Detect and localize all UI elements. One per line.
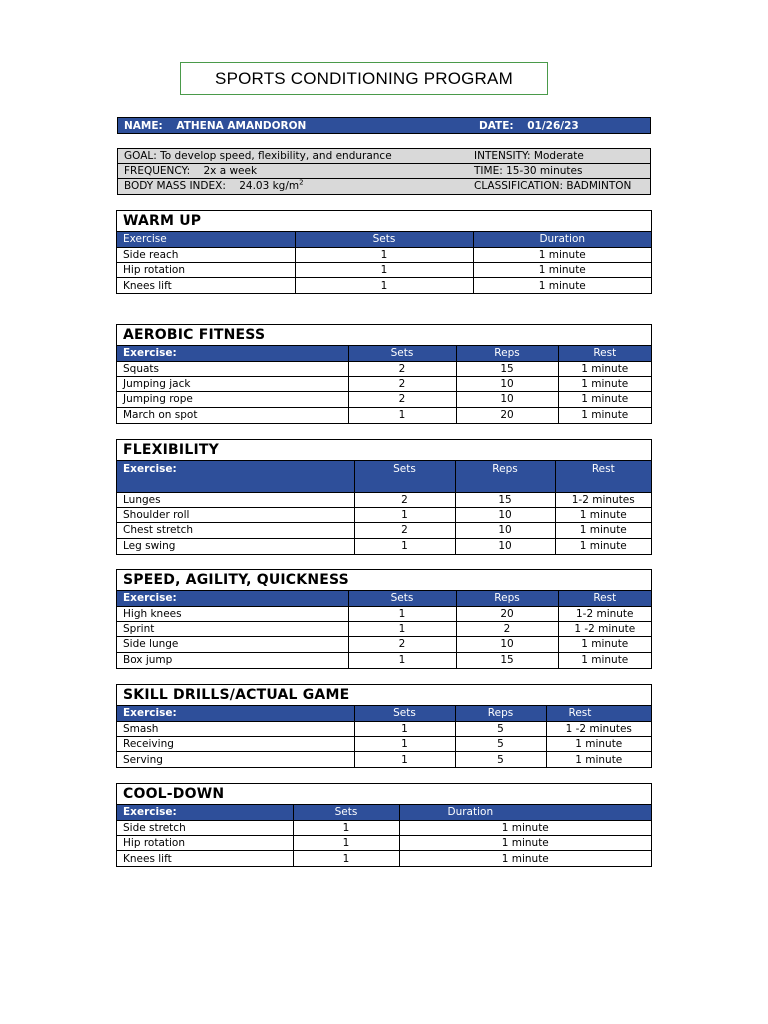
col-header-duration: Duration: [473, 232, 651, 247]
sets-cell: 1: [295, 247, 473, 262]
cooldown-table: [117, 805, 651, 866]
col-header-rest: Rest: [558, 591, 651, 606]
table-header-row: [117, 706, 651, 721]
exercise-cell: Squats: [117, 361, 348, 376]
duration-cell: 1 minute: [399, 835, 651, 850]
name-label: NAME:: [124, 119, 163, 132]
col-header-exercise: Exercise:: [117, 591, 348, 606]
reps-cell: 10: [455, 507, 555, 522]
rest-cell: 1 minute: [581, 654, 629, 667]
exercise-cell: Jumping jack: [117, 376, 348, 391]
reps-cell: 5: [455, 736, 546, 751]
name-value: ATHENA AMANDORON: [176, 119, 307, 132]
reps-cell: 10: [456, 376, 558, 391]
exercise-cell: Knees lift: [117, 851, 293, 866]
col-header-duration: Duration: [399, 805, 651, 820]
rest-cell: 1 minute: [558, 392, 651, 407]
table-row: [117, 492, 651, 507]
table-row: [117, 835, 651, 850]
exercise-cell: Hip rotation: [117, 262, 295, 277]
info-row-frequency: [117, 164, 651, 180]
table-row: [117, 262, 651, 277]
intensity-text: INTENSITY: Moderate: [474, 149, 584, 162]
col-header-exercise: Exercise:: [117, 461, 354, 492]
col-header-sets: Sets: [354, 461, 455, 492]
bmi-label: BODY MASS INDEX:: [124, 180, 226, 193]
reps-cell: 20: [456, 407, 558, 422]
warmup-table: [117, 232, 651, 293]
rest-cell: 1 minute: [558, 361, 651, 376]
frequency-label: FREQUENCY:: [124, 164, 191, 177]
col-header-rest: Rest: [555, 461, 651, 492]
col-header-sets: Sets: [295, 232, 473, 247]
col-header-rest: Rest: [546, 706, 651, 721]
rest-cell: 1 minute: [581, 409, 629, 422]
sets-cell: 1: [354, 538, 455, 553]
col-header-sets: Sets: [354, 706, 455, 721]
sets-cell: 2: [354, 492, 455, 507]
col-header-exercise: Exercise:: [117, 805, 293, 820]
table-header-row: [117, 591, 651, 606]
sets-cell: 1: [354, 721, 455, 736]
flexibility-table: [117, 461, 651, 554]
exercise-cell: Leg swing: [117, 538, 354, 553]
exercise-cell: Hip rotation: [117, 835, 293, 850]
table-row: [117, 407, 651, 422]
bmi-value: 24.03 kg/m: [239, 180, 300, 193]
rest-cell: 1 minute: [555, 523, 651, 538]
warmup-section: [116, 210, 652, 294]
rest-cell: 1 minute: [558, 376, 651, 391]
reps-cell: 5: [455, 752, 546, 767]
flexibility-section: [116, 439, 652, 555]
goal-text: GOAL: To develop speed, flexibility, and endurance: [124, 149, 392, 162]
col-header-reps: Reps: [455, 706, 546, 721]
col-header-reps: Reps: [456, 591, 558, 606]
table-row: [117, 652, 651, 667]
reps-cell: 10: [455, 523, 555, 538]
program-info-block: [117, 148, 651, 195]
duration-cell: 1 minute: [399, 820, 651, 835]
skill-section: [116, 684, 652, 768]
cooldown-title: COOL-DOWN: [117, 784, 651, 805]
reps-cell: 20: [456, 606, 558, 621]
table-row: [117, 376, 651, 391]
cooldown-section: [116, 783, 652, 867]
exercise-cell: Serving: [117, 752, 354, 767]
frequency-value: 2x a week: [203, 164, 258, 177]
sets-cell: 2: [348, 361, 456, 376]
time-text: TIME: 15-30 minutes: [474, 164, 583, 177]
col-header-sets: Sets: [348, 346, 456, 361]
sets-cell: 1: [293, 851, 399, 866]
duration-cell: 1 minute: [473, 262, 651, 277]
classification-text: CLASSIFICATION: BADMINTON: [474, 180, 632, 193]
sets-cell: 1: [295, 278, 473, 293]
exercise-cell: Box jump: [117, 652, 348, 667]
table-row: [117, 736, 651, 751]
rest-cell: 1-2 minutes: [555, 492, 651, 507]
rest-cell: 1 minute: [546, 736, 651, 751]
rest-cell: 1 minute: [558, 637, 651, 652]
sets-cell: 1: [354, 507, 455, 522]
sets-cell: 2: [348, 392, 456, 407]
page-title: [180, 62, 548, 95]
sets-cell: 1: [354, 752, 455, 767]
exercise-cell: Side stretch: [117, 820, 293, 835]
reps-cell: 10: [456, 392, 558, 407]
table-row: [117, 721, 651, 736]
exercise-cell: Smash: [117, 721, 354, 736]
name-date-bar: [117, 117, 651, 134]
flexibility-title: FLEXIBILITY: [117, 440, 651, 461]
reps-cell: 10: [455, 538, 555, 553]
col-header-exercise: Exercise:: [117, 706, 354, 721]
table-row: [117, 247, 651, 262]
reps-cell: 15: [456, 652, 558, 667]
col-header-reps: Reps: [456, 346, 558, 361]
exercise-cell: Chest stretch: [117, 523, 354, 538]
duration-cell: 1 minute: [538, 279, 586, 292]
date-value: 01/26/23: [527, 119, 579, 132]
bmi-superscript: 2: [299, 178, 304, 187]
col-header-rest: Rest: [558, 346, 651, 361]
exercise-cell: Knees lift: [117, 278, 295, 293]
aerobic-section: [116, 324, 652, 424]
exercise-cell: Lunges: [117, 492, 354, 507]
reps-cell: 10: [456, 637, 558, 652]
info-row-bmi: [117, 179, 651, 195]
table-row: [117, 278, 651, 293]
skill-title: SKILL DRILLS/ACTUAL GAME: [117, 685, 651, 706]
table-row: [117, 752, 651, 767]
table-row: [117, 851, 651, 866]
table-row: [117, 621, 651, 636]
sets-cell: 1: [293, 835, 399, 850]
exercise-cell: Receiving: [117, 736, 354, 751]
warmup-title: WARM UP: [117, 211, 651, 232]
aerobic-table: [117, 346, 651, 423]
skill-table: [117, 706, 651, 767]
rest-cell: 1 minute: [555, 507, 651, 522]
exercise-cell: Shoulder roll: [117, 507, 354, 522]
sets-cell: 1: [348, 652, 456, 667]
table-header-row: [117, 461, 651, 492]
exercise-cell: Sprint: [117, 621, 348, 636]
rest-cell: 1 minute: [575, 753, 623, 766]
sets-cell: 1: [354, 736, 455, 751]
sets-cell: 2: [348, 376, 456, 391]
sets-cell: 1: [348, 606, 456, 621]
exercise-cell: March on spot: [117, 407, 348, 422]
rest-cell: 1 minute: [579, 540, 627, 553]
table-header-row: [117, 805, 651, 820]
sets-cell: 1: [348, 407, 456, 422]
rest-cell: 1 -2 minute: [558, 621, 651, 636]
table-row: [117, 606, 651, 621]
table-header-row: [117, 346, 651, 361]
saq-title: SPEED, AGILITY, QUICKNESS: [117, 570, 651, 591]
table-header-row: [117, 232, 651, 247]
table-row: [117, 637, 651, 652]
table-row: [117, 361, 651, 376]
sets-cell: 1: [293, 820, 399, 835]
table-row: [117, 507, 651, 522]
sets-cell: 1: [295, 262, 473, 277]
exercise-cell: Jumping rope: [117, 392, 348, 407]
table-row: [117, 820, 651, 835]
duration-cell: 1 minute: [473, 247, 651, 262]
rest-cell: 1 -2 minutes: [546, 721, 651, 736]
table-row: [117, 523, 651, 538]
rest-cell: 1-2 minute: [558, 606, 651, 621]
reps-cell: 15: [455, 492, 555, 507]
saq-table: [117, 591, 651, 668]
duration-cell: 1 minute: [501, 852, 549, 865]
col-header-exercise: Exercise: [117, 232, 295, 247]
exercise-cell: Side lunge: [117, 637, 348, 652]
reps-cell: 2: [456, 621, 558, 636]
col-header-exercise: Exercise:: [117, 346, 348, 361]
date-label: DATE:: [479, 119, 514, 132]
reps-cell: 5: [455, 721, 546, 736]
saq-section: [116, 569, 652, 669]
col-header-sets: Sets: [293, 805, 399, 820]
table-row: [117, 392, 651, 407]
exercise-cell: High knees: [117, 606, 348, 621]
page-title-text: SPORTS CONDITIONING PROGRAM: [215, 68, 513, 88]
sets-cell: 1: [348, 621, 456, 636]
aerobic-title: AEROBIC FITNESS: [117, 325, 651, 346]
sets-cell: 2: [348, 637, 456, 652]
reps-cell: 15: [456, 361, 558, 376]
sets-cell: 2: [354, 523, 455, 538]
info-row-goal: [117, 148, 651, 164]
col-header-sets: Sets: [348, 591, 456, 606]
col-header-reps: Reps: [455, 461, 555, 492]
exercise-cell: Side reach: [117, 247, 295, 262]
table-row: [117, 538, 651, 553]
